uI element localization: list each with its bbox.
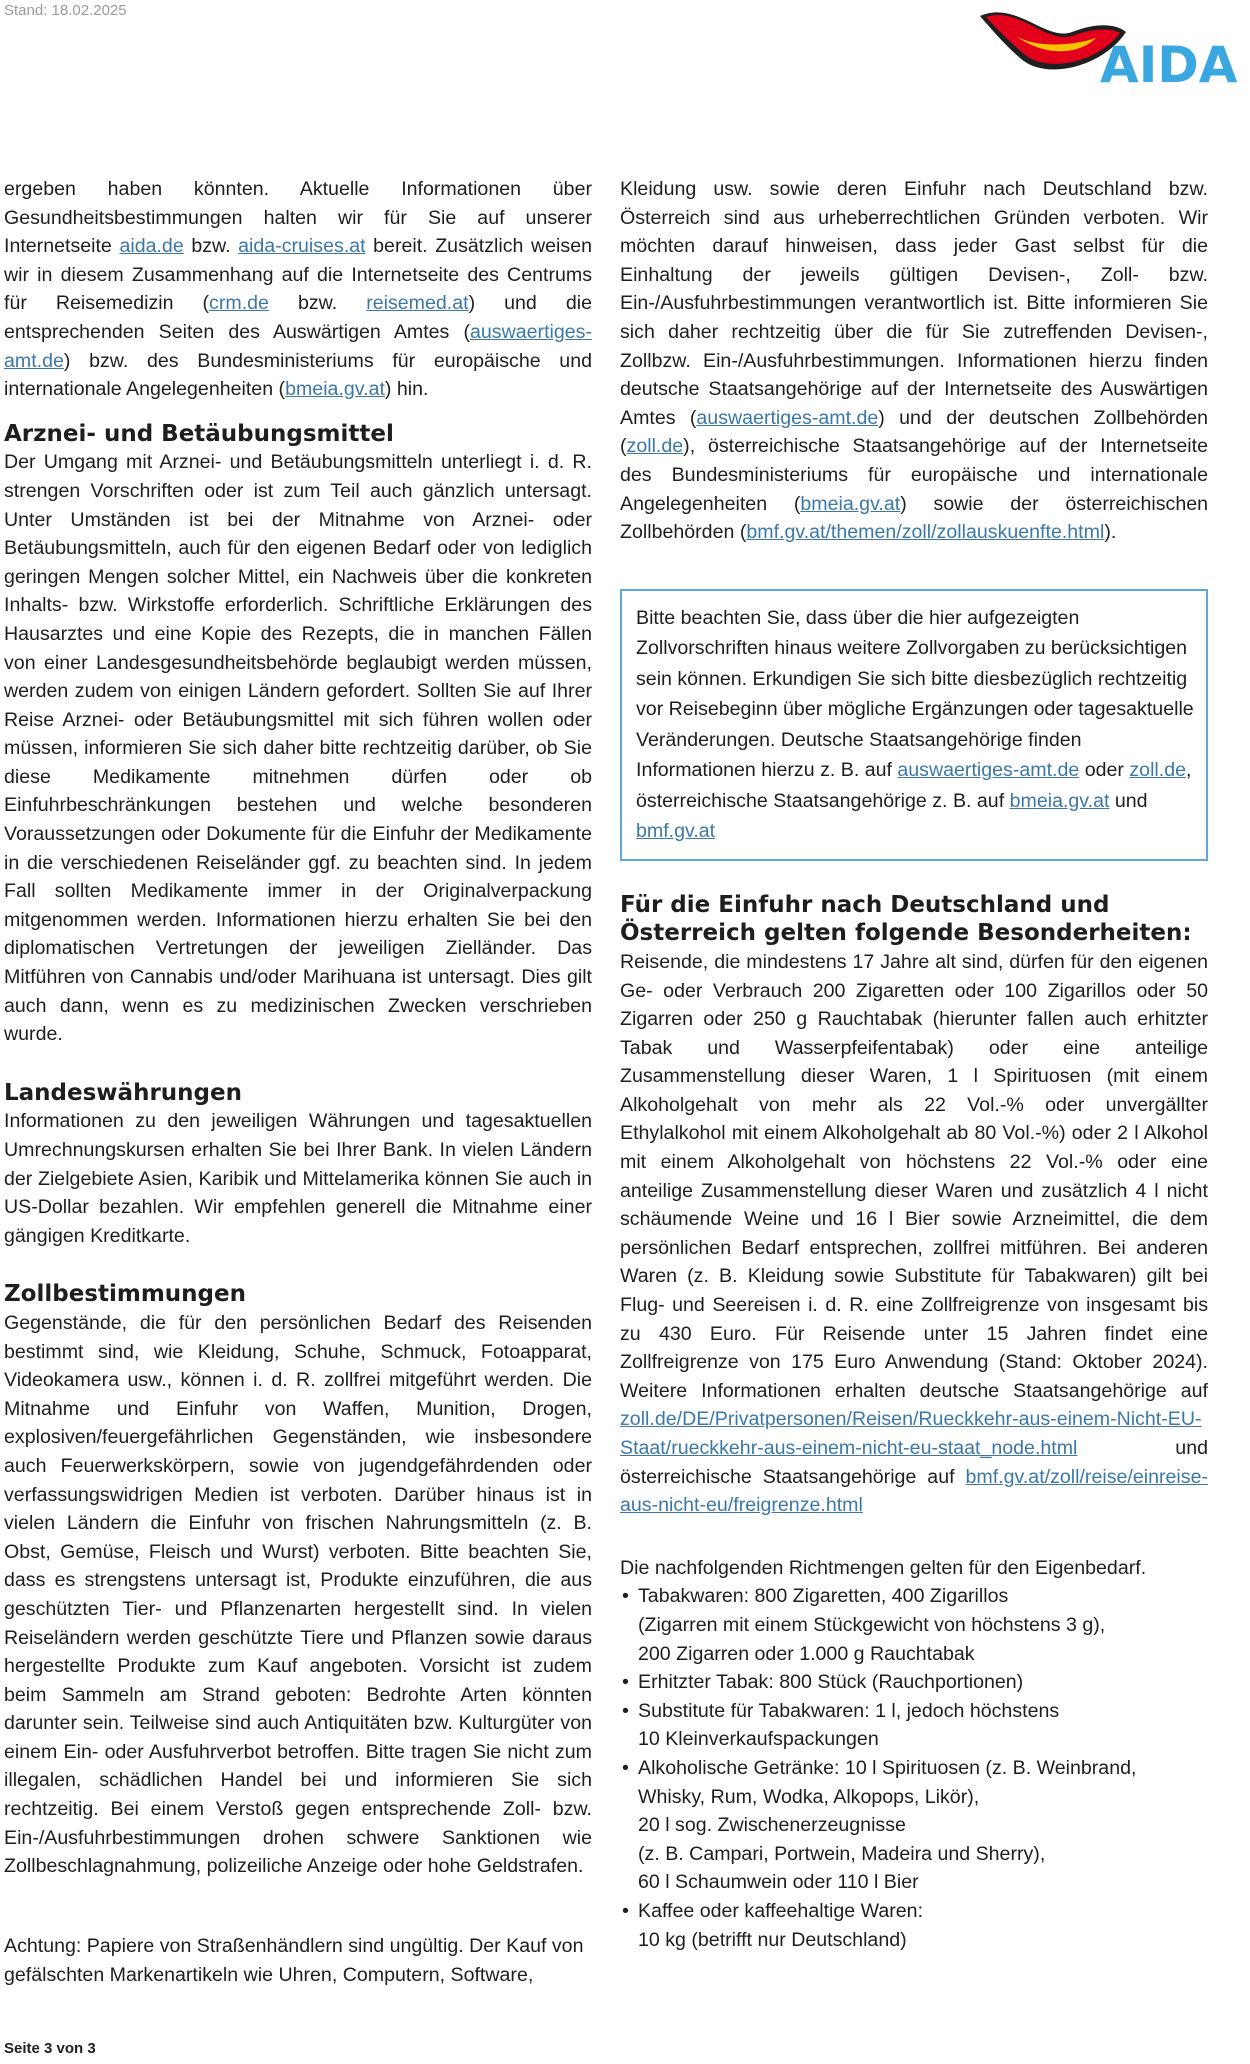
- link-reisemed-at[interactable]: reisemed.at: [366, 292, 469, 315]
- waehrung-paragraph: Informationen zu den jeweiligen Währungen und tagesaktuellen Umrechnungskursen erhalten Sie bei Ihrer Bank. In vielen Ländern der Zielgebiete Asien, Karibik und Mittelamerika können Sie auch in US-Dollar bezahlen. Wir empfehlen generell die Mitnahme einer gängigen Kreditkarte.: [4, 1110, 592, 1247]
- achtung-paragraph: Achtung: Papiere von Straßenhändlern sind ungültig. Der Kauf von gefälschten Markenartikeln wie Uhren, Computern, Software,: [4, 1935, 584, 1986]
- list-item: • Alkoholische Getränke: 10 l Spirituosen (z. B. Weinbrand, Whisky, Rum, Wodka, Alkopops, Likör), 20 l sog. Zwischenerzeugnisse (z. B. Campari, Portwein, Madeira und Sherry), 60 l Schaumwein oder 110 l Bier: [620, 1754, 1208, 1897]
- aida-logo: [976, 2, 1246, 84]
- notice-box: Bitte beachten Sie, dass über die hier aufgezeigten Zollvorschriften hinaus weitere Zollvorgaben zu berücksichtigen sein können. Erkundigen Sie sich bitte diesbezüglich rechtzeitig vor Reisebeginn über mögliche Ergänzungen oder tagesaktuelle Veränderungen. Deutsche Staatsangehörige finden Informationen hierzu z. B. auf auswaertiges-amt.de oder zoll.de, österreichische Staatsangehörige z. B. auf bmeia.gv.at und bmf.gv.at: [620, 589, 1208, 861]
- link-aida-de[interactable]: aida.de: [119, 235, 184, 258]
- heading-zollbestimmungen: Zollbestimmungen: [4, 1281, 246, 1308]
- customs-paragraph: Kleidung usw. sowie deren Einfuhr nach Deutschland bzw. Österreich sind aus urheberrechtlichen Gründen verboten. Wir möchten darauf hinweisen, dass jeder Gast selbst für die Einhaltung der jeweils gültigen Devisen-, Zoll- bzw. Ein-/Ausfuhrbestimmungen verantwortlich ist. Bitte informieren Sie sich daher rechtzeitig über die für Sie zutreffenden Devisen-, Zollbzw. Ein-/Ausfuhrbestimmungen. Informationen hierzu finden deutsche Staatsangehörige auf der Internetseite des Auswärtigen Amtes (auswaertiges-amt.de) und der deutschen Zollbehörden (zoll.de), österreichische Staatsangehörige auf der Internetseite des Bundesministeriums für europäische und internationale Angelegenheiten (bmeia.gv.at) sowie der österreichischen Zollbehörden (bmf.gv.at/themen/zoll/zollauskuenfte.html).: [620, 178, 1209, 544]
- link-auswaertiges-amt[interactable]: auswaertiges-amt.de: [4, 320, 592, 372]
- heading-landeswaehrungen: Landeswährungen: [4, 1079, 242, 1106]
- list-item: • Kaffee oder kaffeehaltige Waren: 10 kg (betrifft nur Deutschland): [620, 1897, 1208, 1954]
- zoll-paragraph: Gegenstände, die für den persönlichen Bedarf des Reisenden bestimmt sind, wie Kleidung, Schuhe, Schmuck, Fotoapparat, Videokamera usw., können i. d. R. zollfrei mitgeführt werden. Die Mitnahme und Einfuhr von Waffen, Munition, Drogen, explosiven/feuergefährlichen Gegenständen, wie insbesondere auch Feuerwerkskörpern, sowie von jugendgefährdenden oder verfassungswidrigen Medien ist verboten. Darüber hinaus ist in vielen Ländern die Einfuhr von frischen Nahrungsmitteln (z. B. Obst, Gemüse, Fleisch und Wurst) verboten. Bitte beachten Sie, dass es strengstens untersagt ist, Produkte einzuführen, die aus geschützten Tier- und Pflanzenarten hergestellt sind. In vielen Reiseländern werden geschützte Tiere und Pflanzen sowie daraus hergestellte Produkte zum Kauf angeboten. Vorsicht ist zudem beim Sammeln am Strand geboten: Bedrohte Arten könnten darunter sein. Teilweise sind auch Antiquitäten bzw. Kulturgüter von einem Ein- oder Ausfuhrverbot betroffen. Bitte tragen Sie nicht zum illegalen, schädlichen Handel bei und informieren Sie sich rechtzeitig. Bei einem Verstoß gegen entsprechende Zoll- bzw. Ein-/Ausfuhrbestimmungen drohen schwere Sanktionen wie Zollbeschlagnahmung, polizeiliche Anzeige oder hohe Geldstrafen.: [4, 1311, 592, 1878]
- link-aida-cruises-at[interactable]: aida-cruises.at: [238, 235, 366, 258]
- right-column: [620, 175, 1208, 1954]
- left-column: [4, 175, 592, 1881]
- page-number: Seite 3 von 3: [4, 2040, 96, 2057]
- stand-date: Stand: 18.02.2025: [4, 2, 127, 19]
- einfuhr-paragraph: Reisende, die mindestens 17 Jahre alt sind, dürfen für den eigenen Ge- oder Verbrauch 200 Zigaretten oder 100 Zigarillos oder 50 Zigarren oder 250 g Rauchtabak (hierunter fallen auch erhitzter Tabak und Wasserpfeifentabak) oder eine anteilige Zusammenstellung dieser Waren, 1 l Spirituosen (mit einem Alkoholgehalt von mehr als 22 Vol.-% oder unvergällter Ethylalkohol mit einem Alkoholgehalt ab 80 Vol.-%) oder 2 l Alkohol mit einem Alkoholgehalt von höchstens 22 Vol.-% oder eine anteilige Zusammenstellung dieser Waren und zusätzlich 4 l nicht schäumende Weine und 16 l Bier sowie Arzneimittel, die dem persönlichen Bedarf entsprechen, zollfrei mitführen. Bei anderen Waren (z. B. Kleidung sowie Substitute für Tabakwaren) gilt bei Flug- und Seereisen i. d. R. eine Zollfreigrenze von insgesamt bis zu 430 Euro. Für Reisende unter 15 Jahren findet eine Zollfreigrenze von 175 Euro Anwendung (Stand: Oktober 2024). Weitere Informationen erhalten deutsche Staatsangehörige auf zoll.de/DE/Privatpersonen/Reisen/Rueckkehr-aus-einem-Nicht-EU-Staat/rueckkehr-aus-einem-nicht-eu-staat_node.html und österreichische Staatsangehörige auf bmf.gv.at/zoll/reise/einreise-aus-nicht-eu/freigrenze.html: [620, 950, 1208, 1517]
- logo-wordmark: AIDA: [1100, 36, 1238, 84]
- link-bmf-zollauskuenfte[interactable]: bmf.gv.at/themen/zoll/zollauskuenfte.html: [746, 521, 1105, 544]
- arznei-paragraph: Der Umgang mit Arznei- und Betäubungsmitteln unterliegt i. d. R. strengen Vorschriften oder ist zum Teil auch gänzlich untersagt. Unter Umständen ist bei der Mitnahme von Arznei- oder Betäubungsmitteln, auch für den eigenen Bedarf oder von lediglich geringen Mengen solcher Mittel, ein Nachweis über die konkreten Inhalts- bzw. Wirkstoffe erforderlich. Schriftliche Erklärungen des Hausarztes und eine Kopie des Rezepts, die in manchen Fällen von einer Landesgesundheitsbehörde beglaubigt werden müssen, werden zudem von einigen Ländern gefordert. Sollten Sie auf Ihrer Reise Arznei- oder Betäubungsmittel mit sich führen wollen oder müssen, informieren Sie sich daher bitte rechtzeitig darüber, ob Sie diese Medikamente mitnehmen dürfen oder ob Einfuhrbeschränkungen bestehen und welche besonderen Voraussetzungen oder Dokumente für die Einfuhr der Medikamente in die verschiedenen Reiseländer ggf. zu beachten sind. In jedem Fall sollten Medikamente immer in der Originalverpackung mitgenommen werden. Informationen hierzu erhalten Sie bei den diplomatischen Vertretungen der jeweiligen Zielländer. Das Mitführen von Cannabis und/oder Marihuana ist untersagt. Dies gilt auch dann, wenn es zu medizinischen Zwecken verschrieben wurde.: [4, 451, 592, 1046]
- heading-einfuhr: Für die Einfuhr nach Deutschland und Österreich gelten folgende Besonderheiten:: [620, 891, 1192, 947]
- link-box-auswaertiges-amt[interactable]: auswaertiges-amt.de: [897, 759, 1080, 782]
- list-item: • Tabakwaren: 800 Zigaretten, 400 Zigarillos (Zigarren mit einem Stückgewicht von höchstens 3 g), 200 Zigarren oder 1.000 g Rauchtabak: [620, 1582, 1208, 1668]
- link-zoll-rueckkehr[interactable]: zoll.de/DE/Privatpersonen/Reisen/Rueckkehr-aus-einem-Nicht-EU-Staat/rueckkehr-aus-einem-nicht-eu-staat_node.html: [620, 1408, 1202, 1459]
- link-bmf-freigrenze[interactable]: bmf.gv.at/zoll/reise/einreise-aus-nicht-eu/freigrenze.html: [620, 1465, 1208, 1517]
- list-item: • Substitute für Tabakwaren: 1 l, jedoch höchstens 10 Kleinverkaufspackungen: [620, 1697, 1208, 1754]
- list-item: • Erhitzter Tabak: 800 Stück (Rauchportionen): [620, 1668, 1208, 1697]
- link-auswaertiges-amt-2[interactable]: auswaertiges-amt.de: [696, 406, 879, 429]
- richtmengen-list: [620, 1582, 1208, 1954]
- link-bmeia[interactable]: bmeia.gv.at: [285, 378, 385, 401]
- link-box-bmf[interactable]: bmf.gv.at: [636, 820, 716, 843]
- link-box-bmeia[interactable]: bmeia.gv.at: [1009, 789, 1110, 812]
- link-crm-de[interactable]: crm.de: [209, 292, 269, 315]
- link-box-zoll-de[interactable]: zoll.de: [1129, 759, 1187, 782]
- heading-arznei: Arznei- und Betäubungsmittel: [4, 420, 394, 447]
- richtmengen-intro: Die nachfolgenden Richtmengen gelten für den Eigenbedarf.: [620, 1556, 1147, 1579]
- link-zoll-de[interactable]: zoll.de: [626, 435, 684, 458]
- link-bmeia-2[interactable]: bmeia.gv.at: [800, 492, 901, 515]
- intro-paragraph: ergeben haben könnten. Aktuelle Informationen über Gesundheitsbestimmungen halten wir für Sie auf unserer Internetseite aida.de bzw. aida-cruises.at bereit. Zusätzlich weisen wir in diesem Zusammenhang auf die Internetseite des Centrums für Reisemedizin (crm.de bzw. reisemed.at) und die entsprechenden Seiten des Auswärtigen Amtes (auswaertiges-amt.de) bzw. des Bundesministeriums für europäische und internationale Angelegenheiten (bmeia.gv.at) hin.: [4, 178, 592, 401]
